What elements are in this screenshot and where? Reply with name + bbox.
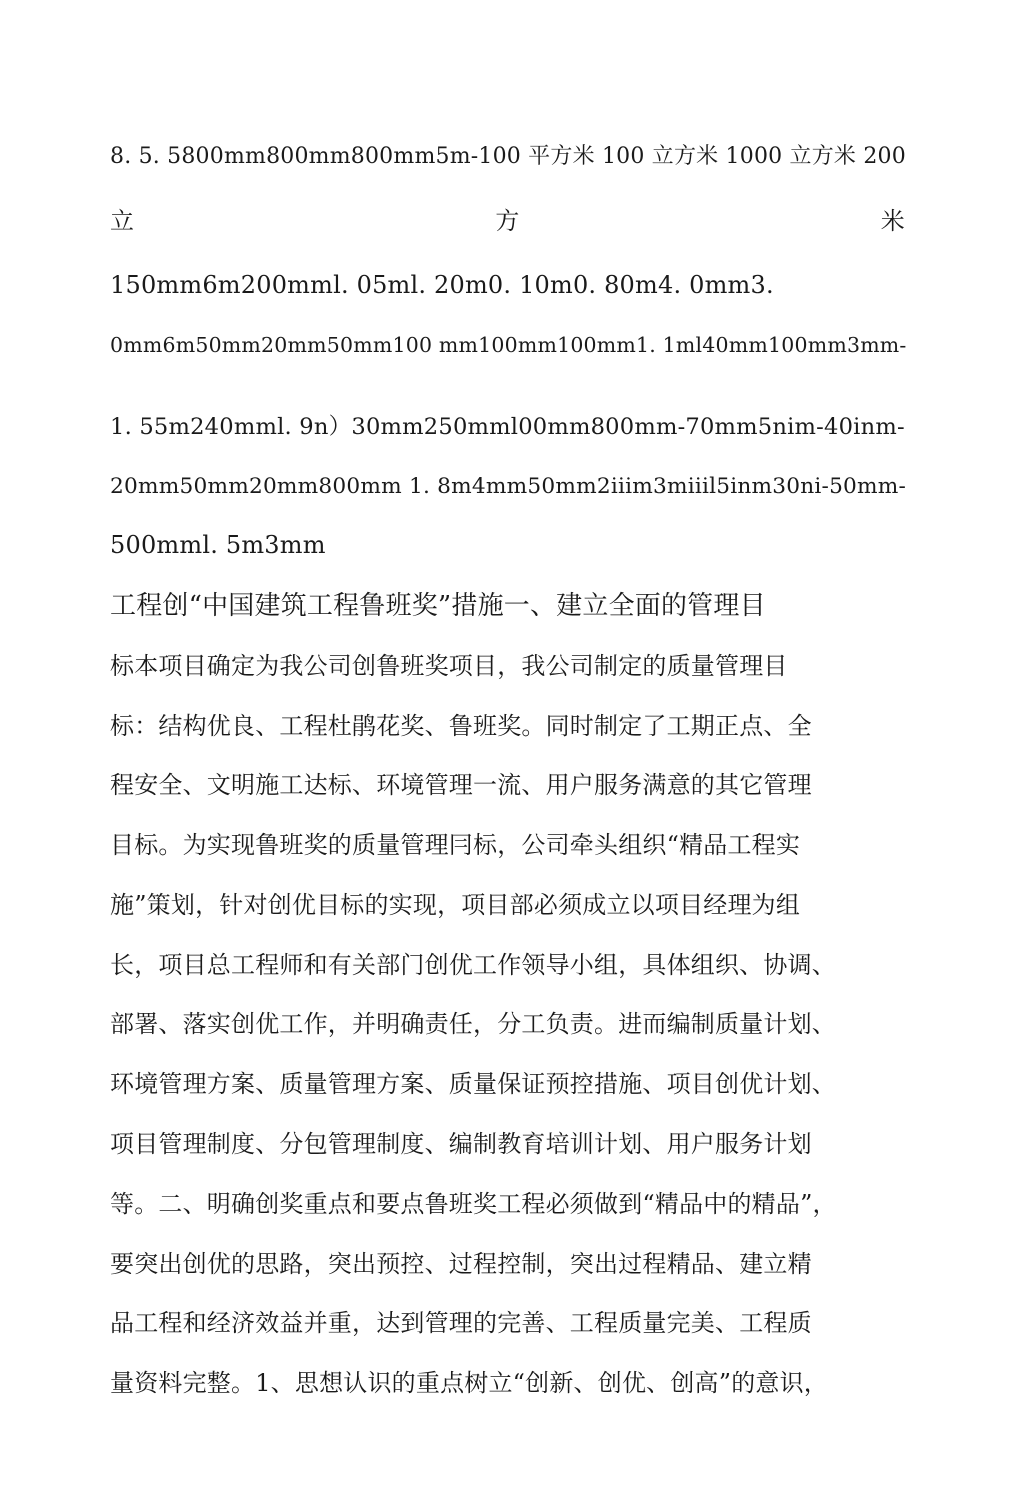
- spread-char-2: 方: [495, 207, 520, 235]
- text-line-6: 20mm50mm20mm800mm 1. 8m4mm50mm2iiim3miiil5inm30ni-50mm-: [110, 474, 907, 499]
- text-line-20: 品工程和经济效益并重，达到管理的完善、工程质量完美、工程质: [110, 1309, 812, 1337]
- text-line-2: [110, 206, 905, 236]
- text-line-9: 标本项目确定为我公司创鲁班奖项目，我公司制定的质量管理目: [110, 652, 788, 680]
- text-line-1: 8. 5. 5800mm800mm800mm5m-100 平方米 100 立方米 1000 立方米 200: [110, 144, 906, 169]
- section-heading-line: 工程创“中国建筑工程鲁班奖”措施一、建立全面的管理目: [110, 591, 766, 621]
- text-line-18: 等。二、明确创奖重点和要点鲁班奖工程必须做到“精品中的精品”，: [110, 1190, 837, 1218]
- text-line-11: 程安全、文明施工达标、环境管理一流、用户服务满意的其它管理: [110, 771, 812, 799]
- text-line-10: 标：结构优良、工程杜鹃花奖、鲁班奖。同时制定了工期正点、全: [110, 712, 812, 740]
- text-line-19: 要突出创优的思路，突出预控、过程控制，突出过程精品、建立精: [110, 1250, 812, 1278]
- spread-char-1: 立: [110, 207, 135, 235]
- text-line-7: 500mml. 5m3mm: [110, 531, 326, 559]
- text-line-5: 1. 55m240mml. 9n）30mm250mml00mm800mm-70mm5nim-40inm-: [110, 414, 905, 440]
- text-line-3: 150mm6m200mml. 05ml. 20m0. 10m0. 80m4. 0mm3.: [110, 271, 774, 299]
- text-line-21: 量资料完整。1、思想认识的重点树立“创新、创优、创高”的意识，: [110, 1369, 829, 1397]
- text-line-17: 项目管理制度、分包管理制度、编制教育培训计划、用户服务计划: [110, 1130, 812, 1158]
- text-line-4: 0mm6m50mm20mm50mm100 mm100mm100mm1. 1ml40mm100mm3mm-: [110, 333, 907, 357]
- text-line-12: 目标。为实现鲁班奖的质量管理冃标，公司牵头组织“精品工程实: [110, 831, 801, 859]
- text-line-16: 环境管理方案、质量管理方案、质量保证预控措施、项目创优计划、: [110, 1070, 836, 1098]
- text-line-14: 长，项目总工程师和有关部门创优工作领导小组，具体组织、协调、: [110, 951, 836, 979]
- spread-char-3: 米: [880, 207, 905, 235]
- text-line-15: 部署、落实创优工作，并明确责任，分工负责。进而编制质量计划、: [110, 1010, 836, 1038]
- text-line-13: 施”策划，针对创优目标的实现，项目部必须成立以项目经理为组: [110, 891, 801, 919]
